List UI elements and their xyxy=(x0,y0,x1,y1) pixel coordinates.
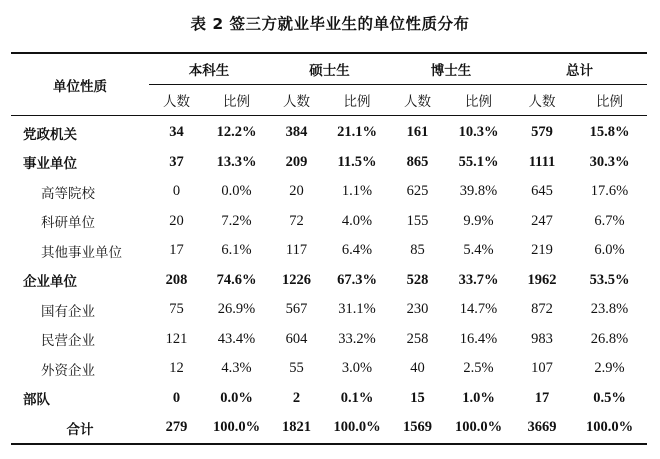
count-cell: 258 xyxy=(406,330,429,347)
percent-cell: 26.9% xyxy=(217,301,256,318)
category-header: 单位性质 xyxy=(11,53,149,116)
table-row xyxy=(11,384,647,414)
group-header-total: 总计 xyxy=(512,53,647,85)
percent-cell: 16.4% xyxy=(459,330,498,347)
count-cell: 12 xyxy=(169,360,184,377)
percent-cell: 5.4% xyxy=(463,242,494,259)
table-row xyxy=(11,148,647,178)
count-cell: 121 xyxy=(165,330,188,347)
row-label: 外资企业 xyxy=(41,362,95,379)
group-header-undergrad: 本科生 xyxy=(149,53,269,85)
count-cell: 865 xyxy=(406,153,429,170)
percent-cell: 0.5% xyxy=(593,389,626,406)
count-cell: 161 xyxy=(406,124,429,141)
percent-cell: 67.3% xyxy=(337,271,377,288)
sub-header: 比例 xyxy=(445,85,512,116)
count-cell: 85 xyxy=(410,242,425,259)
percent-cell: 2.9% xyxy=(594,360,625,377)
count-cell: 37 xyxy=(169,153,184,170)
row-label: 科研单位 xyxy=(41,215,95,232)
table-caption: 表 2 签三方就业毕业生的单位性质分布 xyxy=(190,15,470,33)
percent-cell: 4.0% xyxy=(341,212,373,229)
percent-cell: 15.8% xyxy=(589,124,630,141)
percent-cell: 14.7% xyxy=(459,301,498,318)
percent-cell: 53.5% xyxy=(589,271,630,288)
count-cell: 604 xyxy=(285,330,308,347)
count-cell: 0 xyxy=(172,389,181,406)
count-cell: 17 xyxy=(169,242,184,259)
count-cell: 1111 xyxy=(528,153,556,170)
percent-cell: 12.2% xyxy=(216,124,257,141)
percent-cell: 74.6% xyxy=(216,271,257,288)
count-cell: 983 xyxy=(531,330,553,347)
count-cell: 3669 xyxy=(512,413,572,444)
group-header-master: 硕士生 xyxy=(269,53,390,85)
count-cell: 40 xyxy=(410,360,425,377)
percent-cell: 17.6% xyxy=(590,183,629,200)
count-cell: 107 xyxy=(531,360,553,377)
count-cell: 2 xyxy=(292,389,301,406)
table-row xyxy=(11,116,647,148)
row-label: 合计 xyxy=(11,413,149,444)
sub-header: 人数 xyxy=(512,85,572,116)
count-cell: 384 xyxy=(285,124,308,141)
table-row xyxy=(11,207,647,237)
percent-cell: 100.0% xyxy=(445,413,512,444)
percent-cell: 6.7% xyxy=(594,212,625,229)
percent-cell: 4.3% xyxy=(221,360,252,377)
percent-cell: 55.1% xyxy=(458,153,499,170)
count-cell: 645 xyxy=(531,183,553,200)
table-row xyxy=(11,295,647,325)
row-label: 企业单位 xyxy=(23,274,77,291)
count-cell: 117 xyxy=(285,242,308,259)
count-cell: 567 xyxy=(285,301,308,318)
percent-cell: 11.5% xyxy=(337,153,377,170)
percent-cell: 31.1% xyxy=(338,301,376,318)
count-cell: 34 xyxy=(169,124,184,141)
count-cell: 1962 xyxy=(527,271,557,288)
count-cell: 0 xyxy=(172,183,181,200)
percent-cell: 26.8% xyxy=(590,330,629,347)
count-cell: 872 xyxy=(531,301,553,318)
percent-cell: 39.8% xyxy=(459,183,498,200)
percent-cell: 0.0% xyxy=(221,183,252,200)
percent-cell: 100.0% xyxy=(324,413,390,444)
sub-header: 比例 xyxy=(572,85,647,116)
count-cell: 55 xyxy=(289,360,304,377)
percent-cell: 100.0% xyxy=(204,413,269,444)
percent-cell: 1.1% xyxy=(341,183,373,200)
percent-cell: 13.3% xyxy=(216,153,257,170)
count-cell: 279 xyxy=(149,413,204,444)
percent-cell: 10.3% xyxy=(458,124,499,141)
count-cell: 247 xyxy=(531,212,553,229)
count-cell: 1569 xyxy=(390,413,445,444)
percent-cell: 21.1% xyxy=(337,124,377,141)
count-cell: 528 xyxy=(406,271,429,288)
count-cell: 230 xyxy=(406,301,429,318)
table-row xyxy=(11,325,647,355)
sub-header: 比例 xyxy=(204,85,269,116)
row-label: 民营企业 xyxy=(41,333,95,350)
percent-cell: 6.0% xyxy=(594,242,625,259)
sub-header: 人数 xyxy=(390,85,445,116)
count-cell: 72 xyxy=(289,212,304,229)
sub-header: 人数 xyxy=(149,85,204,116)
table-row xyxy=(11,177,647,207)
count-cell: 20 xyxy=(169,212,184,229)
table-row xyxy=(11,266,647,296)
percent-cell: 0.0% xyxy=(220,389,253,406)
group-header-doctor: 博士生 xyxy=(390,53,512,85)
percent-cell: 3.0% xyxy=(341,360,373,377)
count-cell: 20 xyxy=(289,183,304,200)
percent-cell: 33.2% xyxy=(338,330,376,347)
percent-cell: 43.4% xyxy=(217,330,256,347)
count-cell: 625 xyxy=(406,183,429,200)
percent-cell: 1.0% xyxy=(462,389,495,406)
unit-type-distribution-table xyxy=(11,52,647,445)
row-label: 国有企业 xyxy=(41,303,95,320)
count-cell: 15 xyxy=(410,389,425,406)
percent-cell: 30.3% xyxy=(589,153,630,170)
percent-cell: 2.5% xyxy=(463,360,494,377)
count-cell: 17 xyxy=(534,389,550,406)
percent-cell: 6.4% xyxy=(341,242,373,259)
count-cell: 155 xyxy=(406,212,429,229)
count-cell: 1821 xyxy=(269,413,324,444)
count-cell: 75 xyxy=(169,301,184,318)
count-cell: 579 xyxy=(531,124,553,141)
percent-cell: 0.1% xyxy=(340,389,374,406)
count-cell: 219 xyxy=(531,242,553,259)
sub-header: 比例 xyxy=(324,85,390,116)
count-cell: 208 xyxy=(165,271,188,288)
table-row xyxy=(11,354,647,384)
count-cell: 1226 xyxy=(282,271,311,288)
row-label: 部队 xyxy=(23,392,50,409)
percent-cell: 9.9% xyxy=(463,212,494,229)
percent-cell: 6.1% xyxy=(221,242,252,259)
row-label: 事业单位 xyxy=(23,156,77,173)
percent-cell: 100.0% xyxy=(572,413,647,444)
sub-header: 人数 xyxy=(269,85,324,116)
row-label: 其他事业单位 xyxy=(41,244,122,261)
percent-cell: 33.7% xyxy=(458,271,499,288)
table-row xyxy=(11,413,647,444)
row-label: 高等院校 xyxy=(41,185,95,202)
percent-cell: 23.8% xyxy=(590,301,629,318)
table-row xyxy=(11,236,647,266)
row-label: 党政机关 xyxy=(23,126,77,143)
count-cell: 209 xyxy=(285,153,308,170)
percent-cell: 7.2% xyxy=(221,212,252,229)
